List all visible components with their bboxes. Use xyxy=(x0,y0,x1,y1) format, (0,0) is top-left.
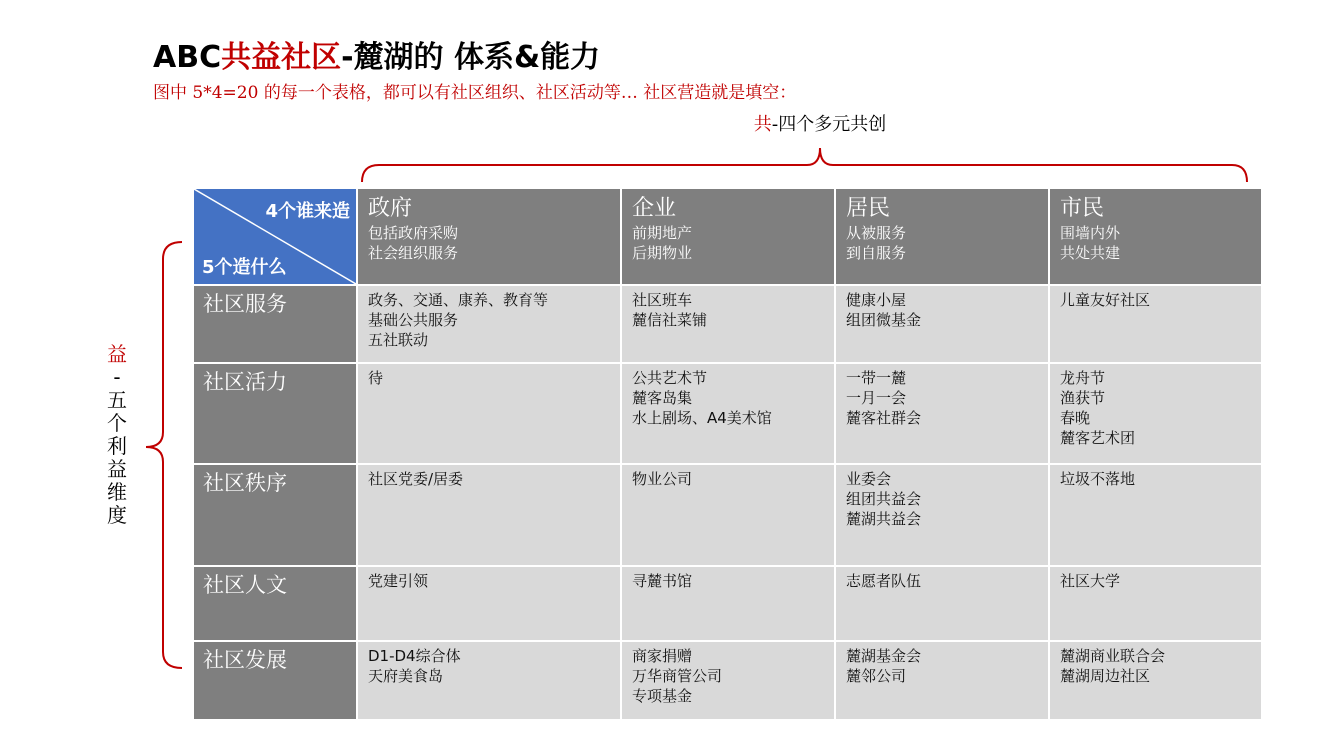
corner-cell xyxy=(194,189,356,284)
cell-line: 麓湖共益会 xyxy=(846,510,922,528)
table-cell xyxy=(622,364,834,463)
cell-line: 春晚 xyxy=(1060,409,1091,427)
table-cell xyxy=(1050,567,1261,640)
table-cell xyxy=(358,642,620,719)
cell-line: 麓邻公司 xyxy=(846,667,907,685)
table-cell xyxy=(836,465,1048,565)
cell-line: 龙舟节 xyxy=(1060,369,1106,387)
cell-line: 麓信社菜铺 xyxy=(632,311,708,329)
cell-line: 业委会 xyxy=(846,470,892,488)
yi-label: 益 - 五 个 利 益 维 度 xyxy=(100,343,134,527)
table-cell xyxy=(1050,286,1261,362)
yi-label-char: 益 xyxy=(107,457,127,481)
cell-line: 麓客岛集 xyxy=(632,389,693,407)
column-header xyxy=(622,189,834,284)
yi-label-char: 度 xyxy=(107,503,127,527)
table-cell xyxy=(358,286,620,362)
page-subtitle: 图中 5*4=20 的每一个表格，都可以有社区组织、社区活动等… 社区营造就是填空： xyxy=(153,83,797,103)
table-cell xyxy=(358,567,620,640)
cell-line: 政务、交通、康养、教育等 xyxy=(368,291,549,309)
column-name: 企业 xyxy=(632,196,677,221)
column-name: 市民 xyxy=(1060,196,1105,221)
yi-label-char: - xyxy=(113,365,121,389)
cell-line: 待 xyxy=(368,369,384,387)
table-cell xyxy=(622,642,834,719)
table-cell xyxy=(358,364,620,463)
cell-line: 麓客艺术团 xyxy=(1060,429,1136,447)
yi-label-char: 五 xyxy=(107,388,127,412)
cell-line: 麓湖基金会 xyxy=(846,647,922,665)
cell-line: 麓客社群会 xyxy=(846,409,922,427)
corner-top-label: 4个谁来造 xyxy=(265,201,350,222)
gong-label: 共-四个多元共创 xyxy=(753,114,887,135)
cell-line: 麓湖周边社区 xyxy=(1060,667,1151,685)
yi-label-char: 维 xyxy=(107,480,127,504)
cell-line: 垃圾不落地 xyxy=(1060,470,1136,488)
table-cell xyxy=(1050,642,1261,719)
table-cell xyxy=(622,465,834,565)
column-desc-line: 社会组织服务 xyxy=(368,244,459,262)
column-desc-line: 前期地产 xyxy=(632,224,693,242)
cell-line: 党建引领 xyxy=(368,572,429,590)
top-brace xyxy=(362,148,1247,182)
cell-line: 儿童友好社区 xyxy=(1060,291,1151,309)
row-header: 社区服务 xyxy=(194,286,356,362)
cell-line: 组团微基金 xyxy=(846,311,922,329)
row-header: 社区发展 xyxy=(194,642,356,719)
column-desc xyxy=(632,223,824,263)
column-desc-line: 后期物业 xyxy=(632,244,693,262)
cell-line: 一带一麓 xyxy=(846,369,907,387)
cell-line: 万华商管公司 xyxy=(632,667,723,685)
cell-line: 天府美食岛 xyxy=(368,667,444,685)
column-desc xyxy=(368,223,610,263)
row-header: 社区活力 xyxy=(194,364,356,463)
table-cell xyxy=(622,567,834,640)
yi-label-char: 利 xyxy=(107,434,127,458)
cell-line: 社区大学 xyxy=(1060,572,1121,590)
matrix-table xyxy=(194,189,1261,719)
row-header: 社区秩序 xyxy=(194,465,356,565)
column-name: 政府 xyxy=(368,196,413,221)
corner-bottom-label: 5个造什么 xyxy=(202,257,287,278)
column-name: 居民 xyxy=(846,196,891,221)
cell-line: 组团共益会 xyxy=(846,490,922,508)
table-cell xyxy=(358,465,620,565)
column-desc-line: 从被服务 xyxy=(846,224,907,242)
yi-label-char: 个 xyxy=(107,411,127,435)
column-desc-line: 共处共建 xyxy=(1060,244,1121,262)
column-desc xyxy=(846,223,1038,263)
cell-line: 麓湖商业联合会 xyxy=(1060,647,1166,665)
cell-line: 物业公司 xyxy=(632,470,693,488)
cell-line: 水上剧场、A4美术馆 xyxy=(632,409,772,427)
table-cell xyxy=(836,286,1048,362)
table-cell xyxy=(1050,465,1261,565)
column-desc xyxy=(1060,223,1251,263)
cell-line: 社区班车 xyxy=(632,291,693,309)
column-desc-line: 到自服务 xyxy=(846,244,907,262)
column-header xyxy=(1050,189,1261,284)
column-desc-line: 围墙内外 xyxy=(1060,224,1121,242)
table-cell xyxy=(622,286,834,362)
cell-line: 五社联动 xyxy=(368,331,429,349)
cell-line: 寻麓书馆 xyxy=(632,572,693,590)
cell-line: 健康小屋 xyxy=(846,291,907,309)
table-cell xyxy=(1050,364,1261,463)
cell-line: 商家捐赠 xyxy=(632,647,693,665)
row-header: 社区人文 xyxy=(194,567,356,640)
cell-line: 一月一会 xyxy=(846,389,907,407)
page-title: ABC共益社区-麓湖的 体系&能力 xyxy=(153,40,601,75)
cell-line: 公共艺术节 xyxy=(632,369,708,387)
cell-line: 基础公共服务 xyxy=(368,311,459,329)
table-cell xyxy=(836,567,1048,640)
left-brace xyxy=(146,242,182,668)
column-desc-line: 包括政府采购 xyxy=(368,224,459,242)
cell-line: 志愿者队伍 xyxy=(846,572,922,590)
column-header xyxy=(836,189,1048,284)
column-header xyxy=(358,189,620,284)
cell-line: 专项基金 xyxy=(632,687,693,705)
table-cell xyxy=(836,364,1048,463)
cell-line: 社区党委/居委 xyxy=(368,470,464,488)
cell-line: D1-D4综合体 xyxy=(368,647,461,665)
table-cell xyxy=(836,642,1048,719)
cell-line: 渔获节 xyxy=(1060,389,1106,407)
